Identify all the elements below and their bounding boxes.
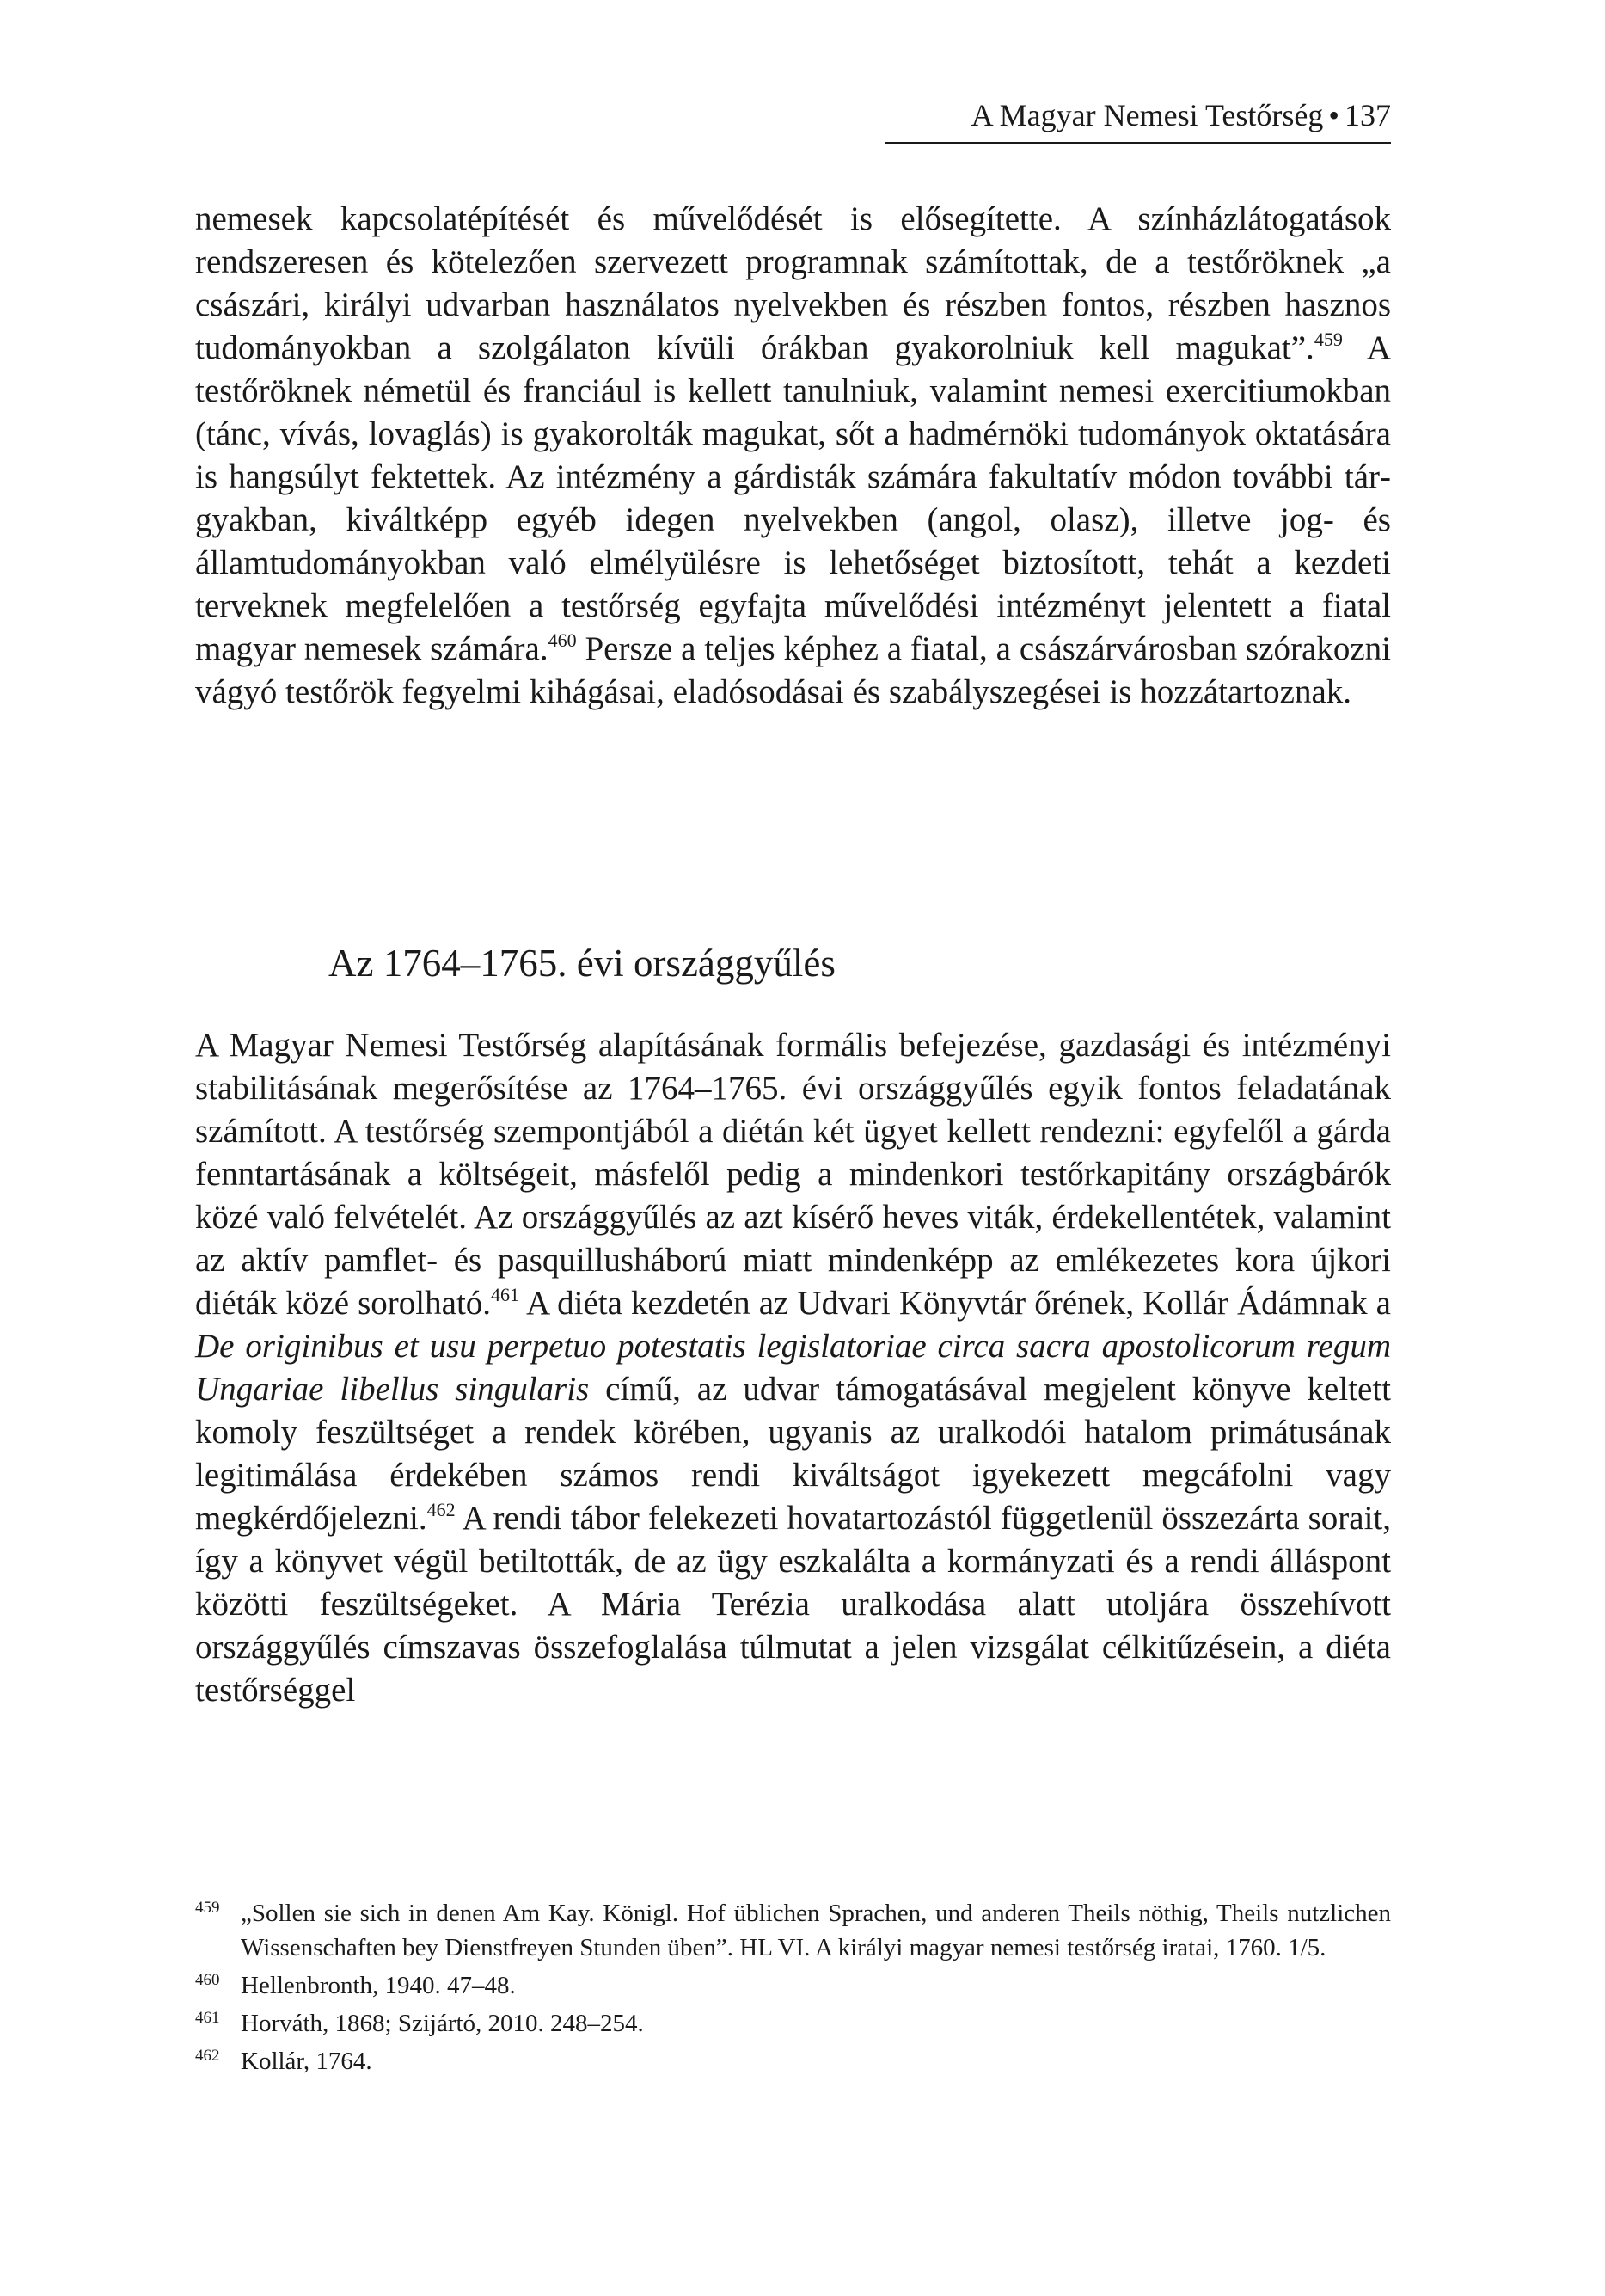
footnote-461 [195,2006,1391,2041]
footnote-reference-461[interactable]: 461 [491,1284,520,1305]
body-paragraph-2 [195,1024,1391,1712]
footnote-reference-462[interactable]: 462 [426,1499,456,1520]
body-paragraph-1 [195,198,1391,714]
paragraph-text: A testőröknek németül és franciául is kellett tanulniuk, valamint nemesi exercitiumokban (tánc, vívás, lovaglás) is gyakorolták magukat, sőt a hadmérnöki tudományok oktatására is hangsúlyt fektettek. Az intézmény a gárdisták számára fakultatív módon további tárgyakban, kiváltképp egyéb idegen nyelvekben (angol, olasz), illetve jog- és államtudományokban való elmélyülésre is lehetőséget biztosított, tehát a kezdeti terveknek megfelelően a testőrség egyfajta művelődési intézményt jelentett a fiatal magyar nemesek számára. [195,329,1391,667]
footnote-number: 462 [195,2047,220,2065]
running-head-title: A Magyar Nemesi Testőrség [971,98,1324,132]
page-number: 137 [1345,98,1391,132]
running-head [885,89,1391,144]
footnote-text: „Sollen sie sich in denen Am Kay. Königl. Hof üblichen Sprachen, und anderen Theils nöthig, Theils nutzlichen Wissenschaften bey Dienstfreyen Stunden üben”. HL VI. A királyi magyar nemesi testőrség iratai, 1760. 1/5. [241,1900,1391,1961]
footnote-reference-460[interactable]: 460 [548,629,577,651]
footnote-number: 460 [195,1971,220,1989]
bullet-separator: • [1328,98,1339,132]
paragraph-text: A diéta kezdetén az Udvari Könyvtár őrének, Kollár Ádámnak a [519,1285,1391,1322]
paragraph-text: nemesek kapcsolatépítését és művelődését is elősegítette. A színházlátogatások rendszeresen és kötelezően szervezett programnak számítottak, de a testőröknek „a császári, királyi udvarban használatos nyelvekben és részben fontos, részben hasznos tudományokban a szolgálaton kívüli órákban gyakorolniuk kell magukat”. [195,200,1391,366]
paragraph-text: című, az udvar támogatásával megjelent könyve keltett komoly feszültséget a rendek körében, ugyanis az uralkodói hatalom primátusának legitimálása érdekében számos rendi kiváltságot igyekezett megcáfolni vagy megkérdőjelezni. [195,1371,1391,1537]
footnote-462 [195,2044,1391,2078]
footnote-459 [195,1896,1391,1965]
footnote-text: Kollár, 1764. [241,2047,372,2075]
paragraph-text: A Magyar Nemesi Testőrség alapításának formális befejezése, gazdasági és intézményi stabilitásának megerősítése az 1764–1765. évi országgyűlés egyik fontos feladatának számított. A testőrség szempontjából a diétán két ügyet kellett rendezni: egyfelől a gárda fenntartásának a költségeit, másfelől pedig a mindenkori testőrkapitány országbárók közé való felvételét. Az országgyűlés az azt kísérő heves viták, érdekellentétek, valamint az aktív pamflet- és pasquillusháború miatt mindenképp az emlékezetes kora újkori diéták közé sorolható. [195,1027,1391,1322]
footnote-number: 461 [195,2009,220,2027]
footnotes-section [195,1896,1391,2082]
footnote-number: 459 [195,1899,220,1917]
italic-book-title: De originibus et usu perpetuo potestatis legislatoriae circa sacra apostolicorum regum Ungariae libellus singularis [195,1328,1391,1408]
paragraph-text: Persze a teljes képhez a fiatal, a császárvárosban szórakozni vágyó testőrök fegyelmi kihágásai, eladósodásai és szabályszegései is hozzátartoznak. [195,630,1391,710]
paragraph-text: A rendi tábor felekezeti hovatartozástól függetlenül összezárta sorait, így a könyvet végül betiltották, de az ügy eszkalálta a kormányzati és a rendi álláspont közötti feszültségeket. A Mária Terézia uralkodása alatt utoljára összehívott országgyűlés címszavas összefoglalása túlmutat a jelen vizsgálat célkitűzésein, a diéta testőrséggel [195,1500,1391,1709]
section-heading: Az 1764–1765. évi országgyűlés [328,942,836,985]
footnote-text: Horváth, 1868; Szijártó, 2010. 248–254. [241,2010,644,2037]
footnote-reference-459[interactable]: 459 [1314,328,1343,350]
footnote-460 [195,1968,1391,2003]
footnote-text: Hellenbronth, 1940. 47–48. [241,1972,516,1999]
